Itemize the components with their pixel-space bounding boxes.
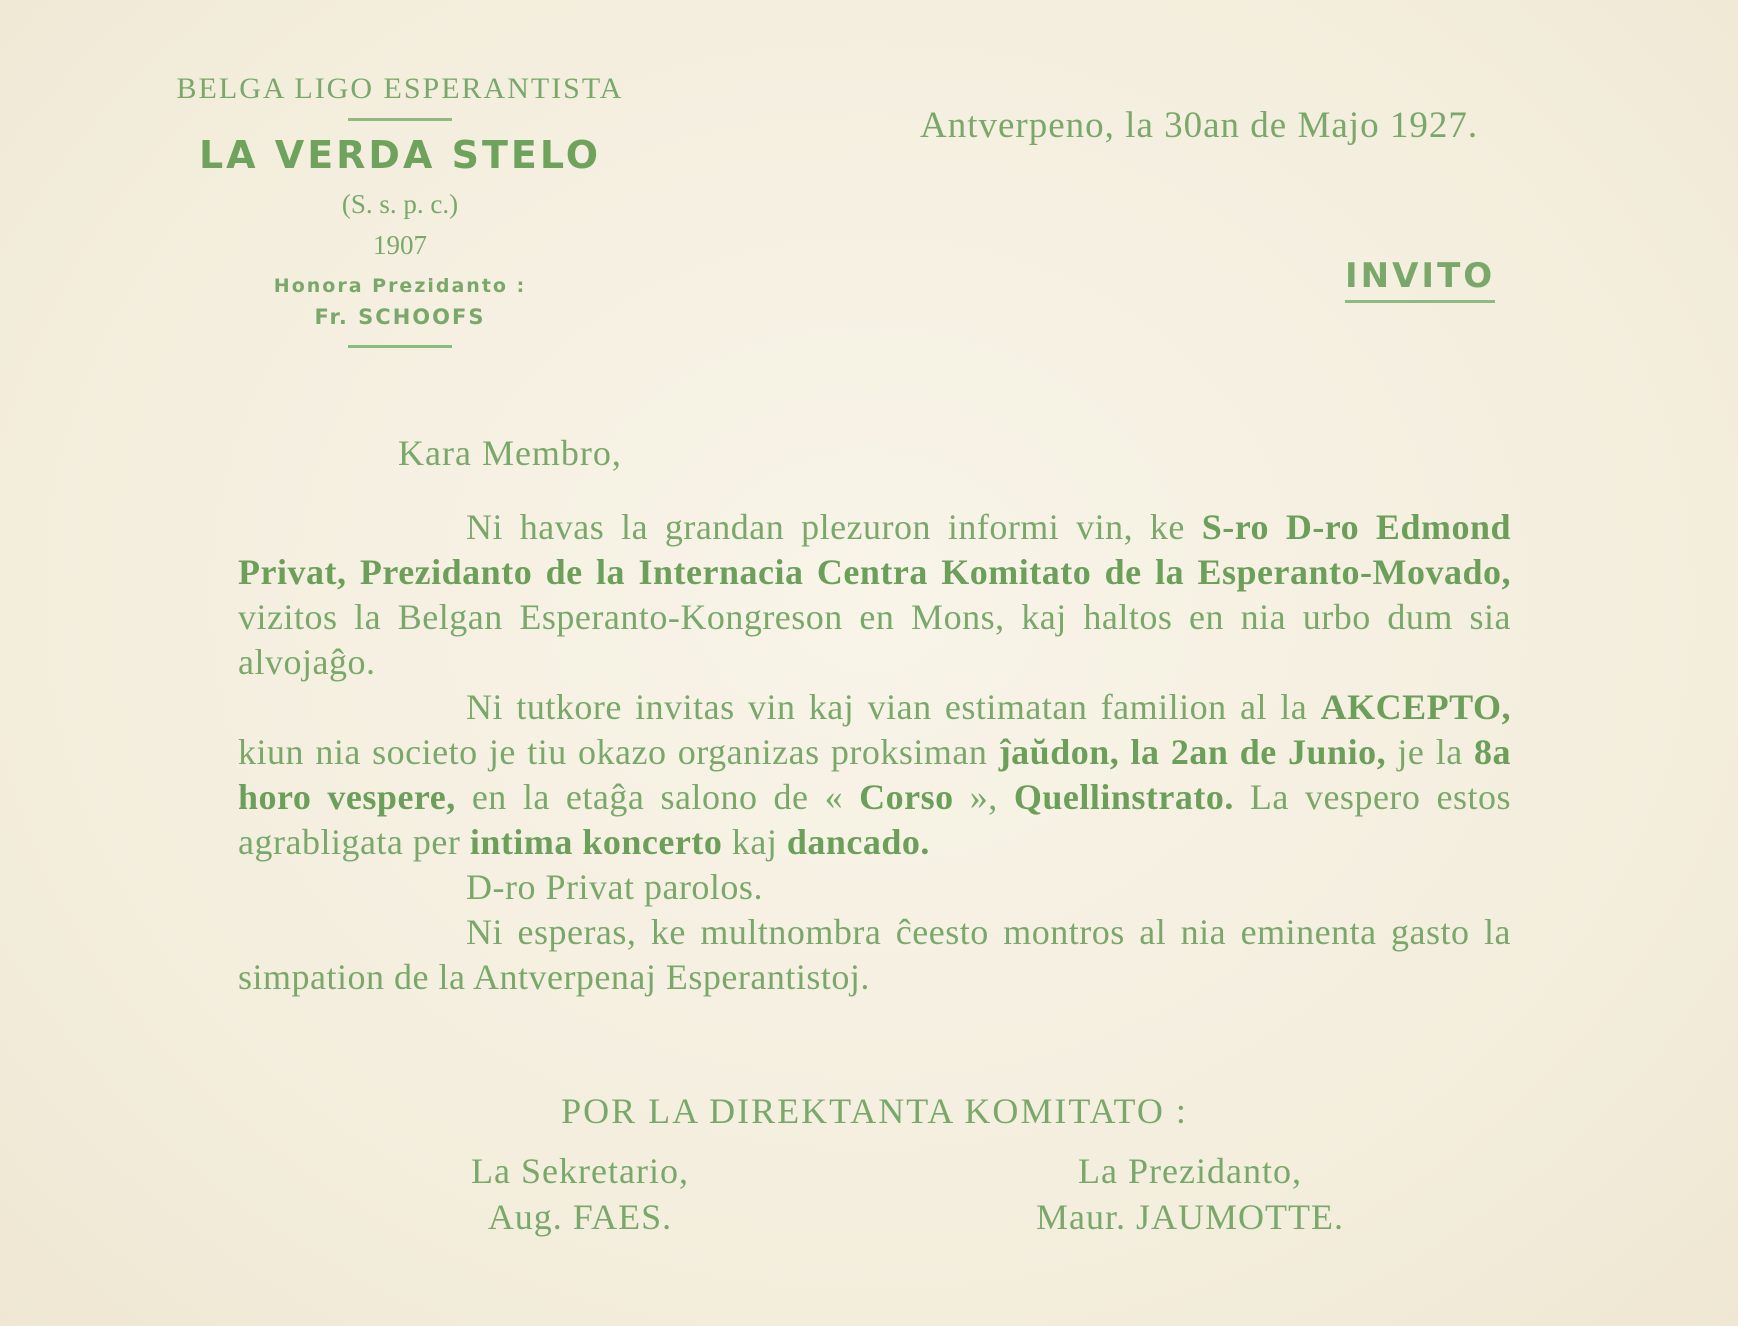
bold-run: Corso	[859, 777, 954, 817]
secretary-title: La Sekretario,	[471, 1151, 689, 1191]
president-title: La Prezidanto,	[1078, 1151, 1302, 1191]
society-name: LA VERDA STELO	[198, 133, 602, 177]
divider	[348, 345, 452, 348]
letter-body	[238, 505, 1511, 1000]
bold-run: intima koncerto	[469, 822, 723, 862]
letterhead	[100, 72, 700, 360]
committee-signoff: POR LA DIREKTANTA KOMITATO :	[561, 1091, 1188, 1131]
text-run: kaj	[722, 822, 787, 862]
president-signature	[940, 1148, 1440, 1240]
secretary-name: Aug. FAES.	[487, 1197, 673, 1237]
bold-run: AKCEPTO,	[1320, 687, 1511, 727]
text-run: »,	[953, 777, 1014, 817]
bold-run: Quellinstrato.	[1013, 777, 1234, 817]
document-title: INVITO	[1345, 256, 1495, 303]
date-line: Antverpeno, la 30an de Majo 1927.	[920, 105, 1479, 146]
text-run: kiun nia societo je tiu okazo organizas proksiman	[238, 732, 999, 772]
paragraph-3: D-ro Privat parolos.	[466, 867, 763, 907]
bold-run: S-ro D-ro Edmond Privat, Prezidanto de la Internacia Centra Komitato de la Esperanto-Movado,	[238, 507, 1511, 592]
text-run: en la etaĝa salono de «	[455, 777, 860, 817]
text-run: La vespero estos agrabligata per	[238, 777, 1511, 862]
paragraph-2	[238, 685, 1511, 865]
paragraph-1	[238, 505, 1511, 685]
founded-year: 1907	[373, 230, 427, 260]
salutation: Kara Membro,	[398, 433, 622, 473]
paragraph-4: Ni esperas, ke multnombra ĉeesto montros al nia eminenta gasto la simpation de la Antverpenaj Esperantistoj.	[238, 912, 1511, 997]
organization-name: BELGA LIGO ESPERANTISTA	[176, 72, 624, 105]
bold-run: dancado.	[786, 822, 930, 862]
text-run: Ni havas la grandan plezuron informi vin, ke	[466, 507, 1202, 547]
bold-run: ĵaŭdon, la 2an de Junio,	[998, 732, 1387, 772]
bold-run: 8a horo vespere,	[238, 732, 1511, 817]
president-name: Maur. JAUMOTTE.	[1036, 1197, 1344, 1237]
secretary-signature	[380, 1148, 780, 1240]
text-run: vizitos la Belgan Esperanto-Kongreson en Mons, kaj haltos en nia urbo dum sia alvojaĝo.	[238, 597, 1511, 682]
society-abbreviation: (S. s. p. c.)	[341, 189, 459, 219]
honorary-president-label: Honora Prezidanto :	[273, 275, 527, 297]
honorary-president-name: Fr. SCHOOFS	[314, 305, 486, 329]
divider	[348, 118, 452, 121]
text-run: je la	[1386, 732, 1474, 772]
text-run: Ni tutkore invitas vin kaj vian estimatan familion al la	[466, 687, 1321, 727]
